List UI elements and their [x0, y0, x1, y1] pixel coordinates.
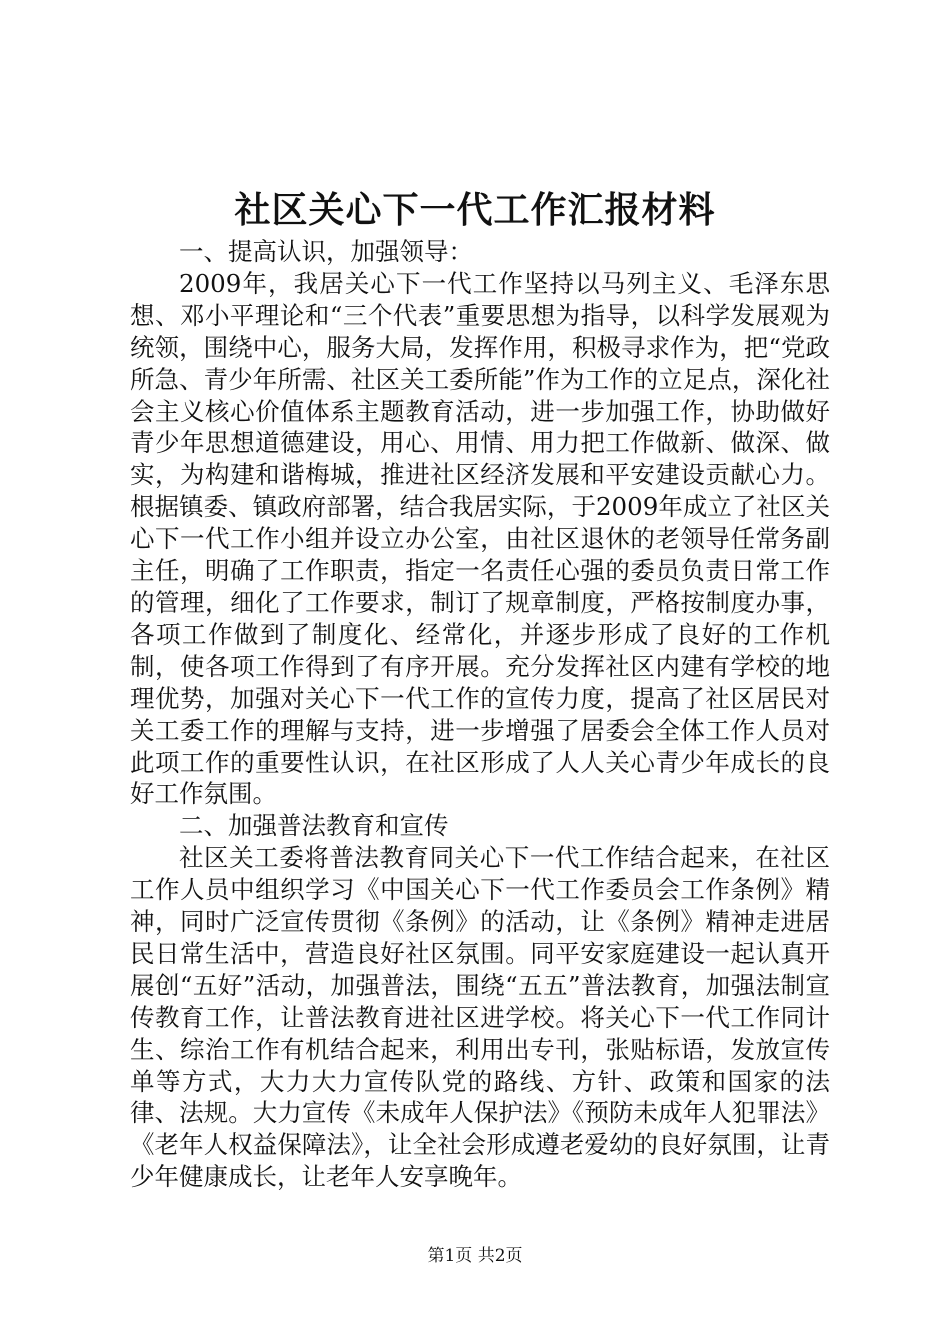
- section-heading-1: 一、提高认识，加强领导：: [179, 237, 473, 266]
- section-paragraph-1: 2009年，我居关心下一代工作坚持以马列主义、毛泽东思想、邓小平理论和“三个代表”重要思想为指导，以科学发展观为统领，围绕中心，服务大局，发挥作用，积极寻求作为，把“党政所急、青少年所需、社区关工委所能”作为工作的立足点，深化社会主义核心价值体系主题教育活动，进一步加强工作，协助做好青少年思想道德建设，用心、用情、用力把工作做新、做深、做实，为构建和谐梅城，推进社区经济发展和平安建设贡献心力。根据镇委、镇政府部署，结合我居实际，于2009年成立了社区关心下一代工作小组并设立办公室，由社区退休的老领导任常务副主任，明确了工作职责，指定一名责任心强的委员负责日常工作的管理，细化了工作要求，制订了规章制度，严格按制度办事，各项工作做到了制度化、经常化，并逐步形成了良好的工作机制，使各项工作得到了有序开展。充分发挥社区内建有学校的地理优势，加强对关心下一代工作的宣传力度，提高了社区居民对关工委工作的理解与支持，进一步增强了居委会全体工作人员对此项工作的重要性认识，在社区形成了人人关心青少年成长的良好工作氛围。: [130, 268, 830, 809]
- document-body: [130, 236, 830, 1193]
- page-footer: 第1页 共2页: [427, 1246, 523, 1266]
- section-heading-2: 二、加强普法教育和宣传: [179, 811, 449, 841]
- section-paragraph-2: 社区关工委将普法教育同关心下一代工作结合起来，在社区工作人员中组织学习《中国关心下一代工作委员会工作条例》精神，同时广泛宣传贯彻《条例》的活动，让《条例》精神走进居民日常生活中，营造良好社区氛围。同平安家庭建设一起认真开展创“五好”活动，加强普法，围绕“五五”普法教育，加强法制宣传教育工作，让普法教育进社区进学校。将关心下一代工作同计生、综治工作有机结合起来，利用出专刊，张贴标语，发放宣传单等方式，大力大力宣传队党的路线、方针、政策和国家的法律、法规。大力宣传《未成年人保护法》《预防未成年人犯罪法》《老年人权益保障法》，让全社会形成遵老爱幼的良好氛围，让青少年健康成长，让老年人安享晚年。: [130, 843, 830, 1192]
- document-title: 社区关心下一代工作汇报材料: [234, 189, 716, 231]
